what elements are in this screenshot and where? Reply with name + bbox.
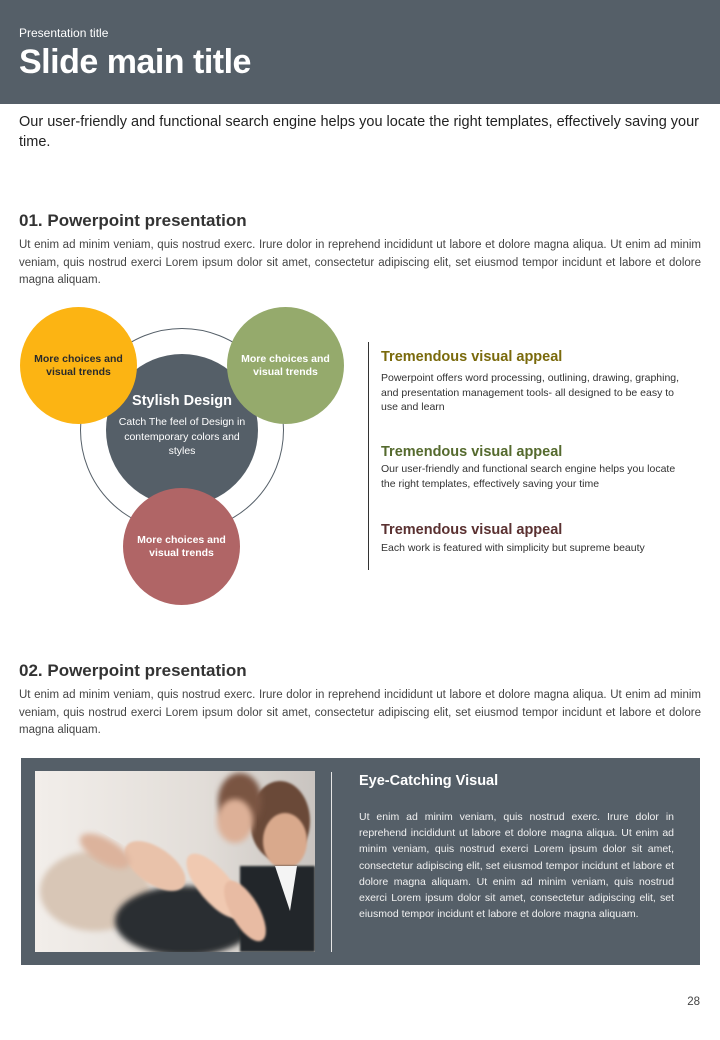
panel-title: Eye-Catching Visual xyxy=(359,773,499,789)
red-circle-label: More choices and visual trends xyxy=(137,533,226,559)
feature-1-text: Powerpoint offers word processing, outlining, drawing, graphing, and presentation management tools- all designed to be easy to use and learn xyxy=(381,372,680,413)
intro-text: Our user-friendly and functional search engine helps you locate the right templates, effectively saving your time. xyxy=(19,114,699,150)
section2-body: Ut enim ad minim veniam, quis nostrud exerc. Irure dolor in reprehend incididunt ut labore et dolore magna aliqua. Ut enim ad minim veniam, quis nostrud exerci Lorem ipsum dolor sit amet, consectetur adipiscing elit, set eiusmod tempor incidunt et labore et dolore magna aliquam. xyxy=(19,689,701,736)
panel-divider xyxy=(331,772,332,952)
feature-3-title: Tremendous visual appeal xyxy=(381,522,563,538)
center-circle-text: Catch The feel of Design in contemporary colors and styles xyxy=(118,416,246,458)
panel-text: Ut enim ad minim veniam, quis nostrud exerc. Irure dolor in reprehend incididunt ut labore et dolore magna aliqua. Ut enim ad minim veniam, quis nostrud exerci Lorem ipsum dolor sit amet, consectetur adipiscing elit, set eiusmod tempor incidunt et labore et dolore magna aliquam. Ut enim ad minim veniam, quis nostrud exerci Lorem ipsum dolor sit amet, consectetur adipiscing elit, set eiusmod tempor incidunt et labore et dolore magna aliquam. xyxy=(359,811,674,921)
applause-photo xyxy=(35,771,315,952)
page-number: 28 xyxy=(687,996,700,1008)
section1-title: 01. Powerpoint presentation xyxy=(19,211,247,230)
section2-title: 02. Powerpoint presentation xyxy=(19,661,247,680)
red-circle xyxy=(123,488,240,605)
yellow-circle xyxy=(20,307,137,424)
feature-1-title: Tremendous visual appeal xyxy=(381,349,563,365)
feature-2-text: Our user-friendly and functional search engine helps you locate the right templates, effectively saving your time xyxy=(381,463,676,490)
circle-diagram xyxy=(0,300,360,620)
center-circle-title: Stylish Design xyxy=(132,393,232,410)
eye-catching-panel xyxy=(21,758,700,965)
green-circle-label: More choices and visual trends xyxy=(241,352,330,378)
feature-2-title: Tremendous visual appeal xyxy=(381,444,563,460)
applause-photo-art xyxy=(35,771,315,952)
presentation-title: Presentation title xyxy=(19,26,109,40)
header-bar xyxy=(0,0,720,104)
slide-main-title: Slide main title xyxy=(19,43,251,81)
section1-body: Ut enim ad minim veniam, quis nostrud exerc. Irure dolor in reprehend incididunt ut labore et dolore magna aliqua. Ut enim ad minim veniam, quis nostrud exerci Lorem ipsum dolor sit amet, consectetur adipiscing elit, set eiusmod tempor incidunt et labore et dolore magna aliquam. xyxy=(19,239,701,286)
yellow-circle-label: More choices and visual trends xyxy=(34,352,123,378)
green-circle xyxy=(227,307,344,424)
feature-3-text: Each work is featured with simplicity but supreme beauty xyxy=(381,542,645,554)
feature-divider xyxy=(368,342,369,570)
